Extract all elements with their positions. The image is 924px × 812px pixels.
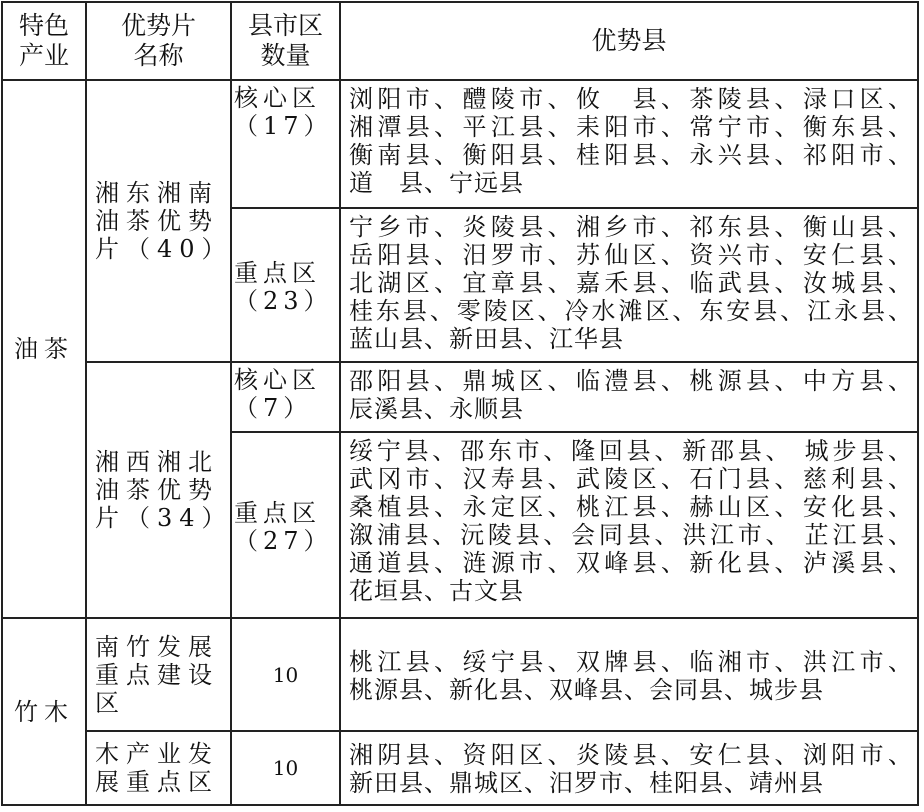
header-industry: 特色 产业 [2, 2, 86, 80]
advantage-county-table [1, 1, 919, 806]
table-row [2, 362, 918, 432]
header-row [2, 2, 918, 80]
county-list: 邵阳县、鼎城区、临澧县、桃源县、中方县、 辰溪县、永顺县 [340, 362, 918, 432]
area-east-south: 湘东湘南油茶优势片（40） [86, 80, 231, 362]
header-county-count: 县市区 数量 [231, 2, 340, 80]
region-label: 重点区（27） [231, 432, 340, 618]
industry-youcha: 油茶 [2, 80, 86, 618]
county-list: 桃江县、绥宁县、双牌县、临湘市、洪江市、 桃源县、新化县、双峰县、会同县、城步县 [340, 618, 918, 731]
area-mu: 木产业发展重点区 [86, 731, 231, 805]
region-label: 核心区（17） [231, 80, 340, 208]
table-row [2, 618, 918, 731]
header-area-name: 优势片 名称 [86, 2, 231, 80]
county-count: 10 [231, 731, 340, 805]
industry-zhumu: 竹木 [2, 618, 86, 805]
county-list: 绥宁县、邵东市、隆回县、新邵县、 城步县、 武冈市、汉寿县、武陵区、石门县、慈利县、 桑植县、永定区、桃江县、赫山区、安化县、 溆浦县、沅陵县、会同县、洪江市、 芷江县、 通道县、涟源市、双峰县、新化县、泸溪县、 花垣县、古文县 [340, 432, 918, 618]
area-nanzhu: 南竹发展重点建设区 [86, 618, 231, 731]
county-list: 浏阳市、醴陵市、攸 县、茶陵县、渌口区、 湘潭县、平江县、耒阳市、常宁市、衡东县、 衡南县、衡阳县、桂阳县、永兴县、祁阳市、 道 县、宁远县 [340, 80, 918, 208]
table-row [2, 80, 918, 208]
county-list: 湘阴县、资阳区、炎陵县、安仁县、浏阳市、 新田县、鼎城区、汨罗市、桂阳县、靖州县 [340, 731, 918, 805]
county-list: 宁乡市、炎陵县、湘乡市、祁东县、衡山县、 岳阳县、汨罗市、苏仙区、资兴市、安仁县、 北湖区、宜章县、嘉禾县、临武县、汝城县、 桂东县、零陵区、冷水滩区、东安县、江永县、 蓝山县、新田县、江华县 [340, 208, 918, 362]
region-label: 核心区（7） [231, 362, 340, 432]
area-west-north: 湘西湘北油茶优势片（34） [86, 362, 231, 618]
table-row [2, 731, 918, 805]
county-count: 10 [231, 618, 340, 731]
header-advantage-counties: 优势县 [340, 2, 918, 80]
region-label: 重点区（23） [231, 208, 340, 362]
